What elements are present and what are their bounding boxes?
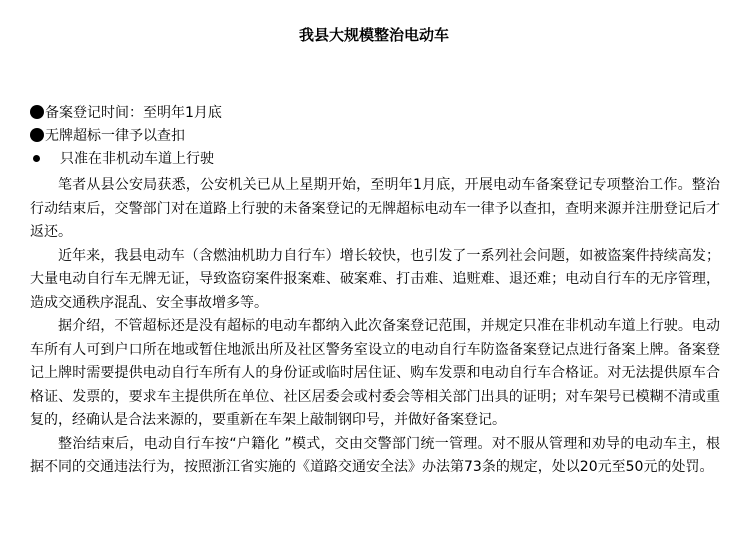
- paragraph-registration: 据介绍，不管超标还是没有超标的电动车都纳入此次备案登记范围，并规定只准在非机动车道上行驶。电动车所有人可到户口所在地或暂住地派出所及社区警务室设立的电动自行车防盗备案登记点进行备案上牌。备案登记上牌时需要提供电动自行车所有人的身份证或临时居住证、购车发票和电动自行车合格证。对无法提供原车合格证、发票的，要求车主提供所在单位、社区居委会或村委会等相关部门出具的证明；对车架号已模糊不清或重复的，经确认是合法来源的，要重新在车架上敲制钢印号，并做好备案登记。: [30, 318, 720, 428]
- bullet-item-seizure: [30, 125, 730, 148]
- article-body: [30, 174, 720, 480]
- paragraph-background: 近年来，我县电动车（含燃油机助力自行车）增长较快，也引发了一系列社会问题，如被盗案件持续高发；大量电动自行车无牌无证，导致盗窃案件报案难、破案难、打击难、追赃难、退还难；电动自行车的无序管理，造成交通秩序混乱、安全事故增多等。: [30, 247, 720, 311]
- bullet-text: 备案登记时间：至明年1月底: [45, 105, 222, 121]
- document-title: 我县大规模整治电动车: [298, 26, 449, 44]
- bullet-list: [30, 102, 730, 171]
- paragraph-penalty: 整治结束后，电动自行车按“户籍化 ”模式，交由交警部门统一管理。对不服从管理和劝导的电动车主，根据不同的交通违法行为，按照浙江省实施的《道路交通安全法》办法第73条的规定，处以20元至50元的处罚。: [30, 435, 720, 475]
- bullet-dot-icon: [33, 155, 40, 162]
- bullet-item-lane-rule: [30, 148, 730, 171]
- bullet-item-registration-time: [30, 102, 730, 125]
- paragraph-intro: 笔者从县公安局获悉，公安机关已从上星期开始，至明年1月底，开展电动车备案登记专项整治工作。整治行动结束后，交警部门对在道路上行驶的未备案登记的无牌超标电动车一律予以查扣，查明来源并注册登记后才返还。: [30, 177, 720, 240]
- bullet-text: 只准在非机动车道上行驶: [60, 151, 214, 167]
- bullet-dot-icon: [30, 105, 44, 119]
- bullet-text: 无牌超标一律予以查扣: [45, 128, 185, 144]
- bullet-dot-icon: [30, 128, 44, 142]
